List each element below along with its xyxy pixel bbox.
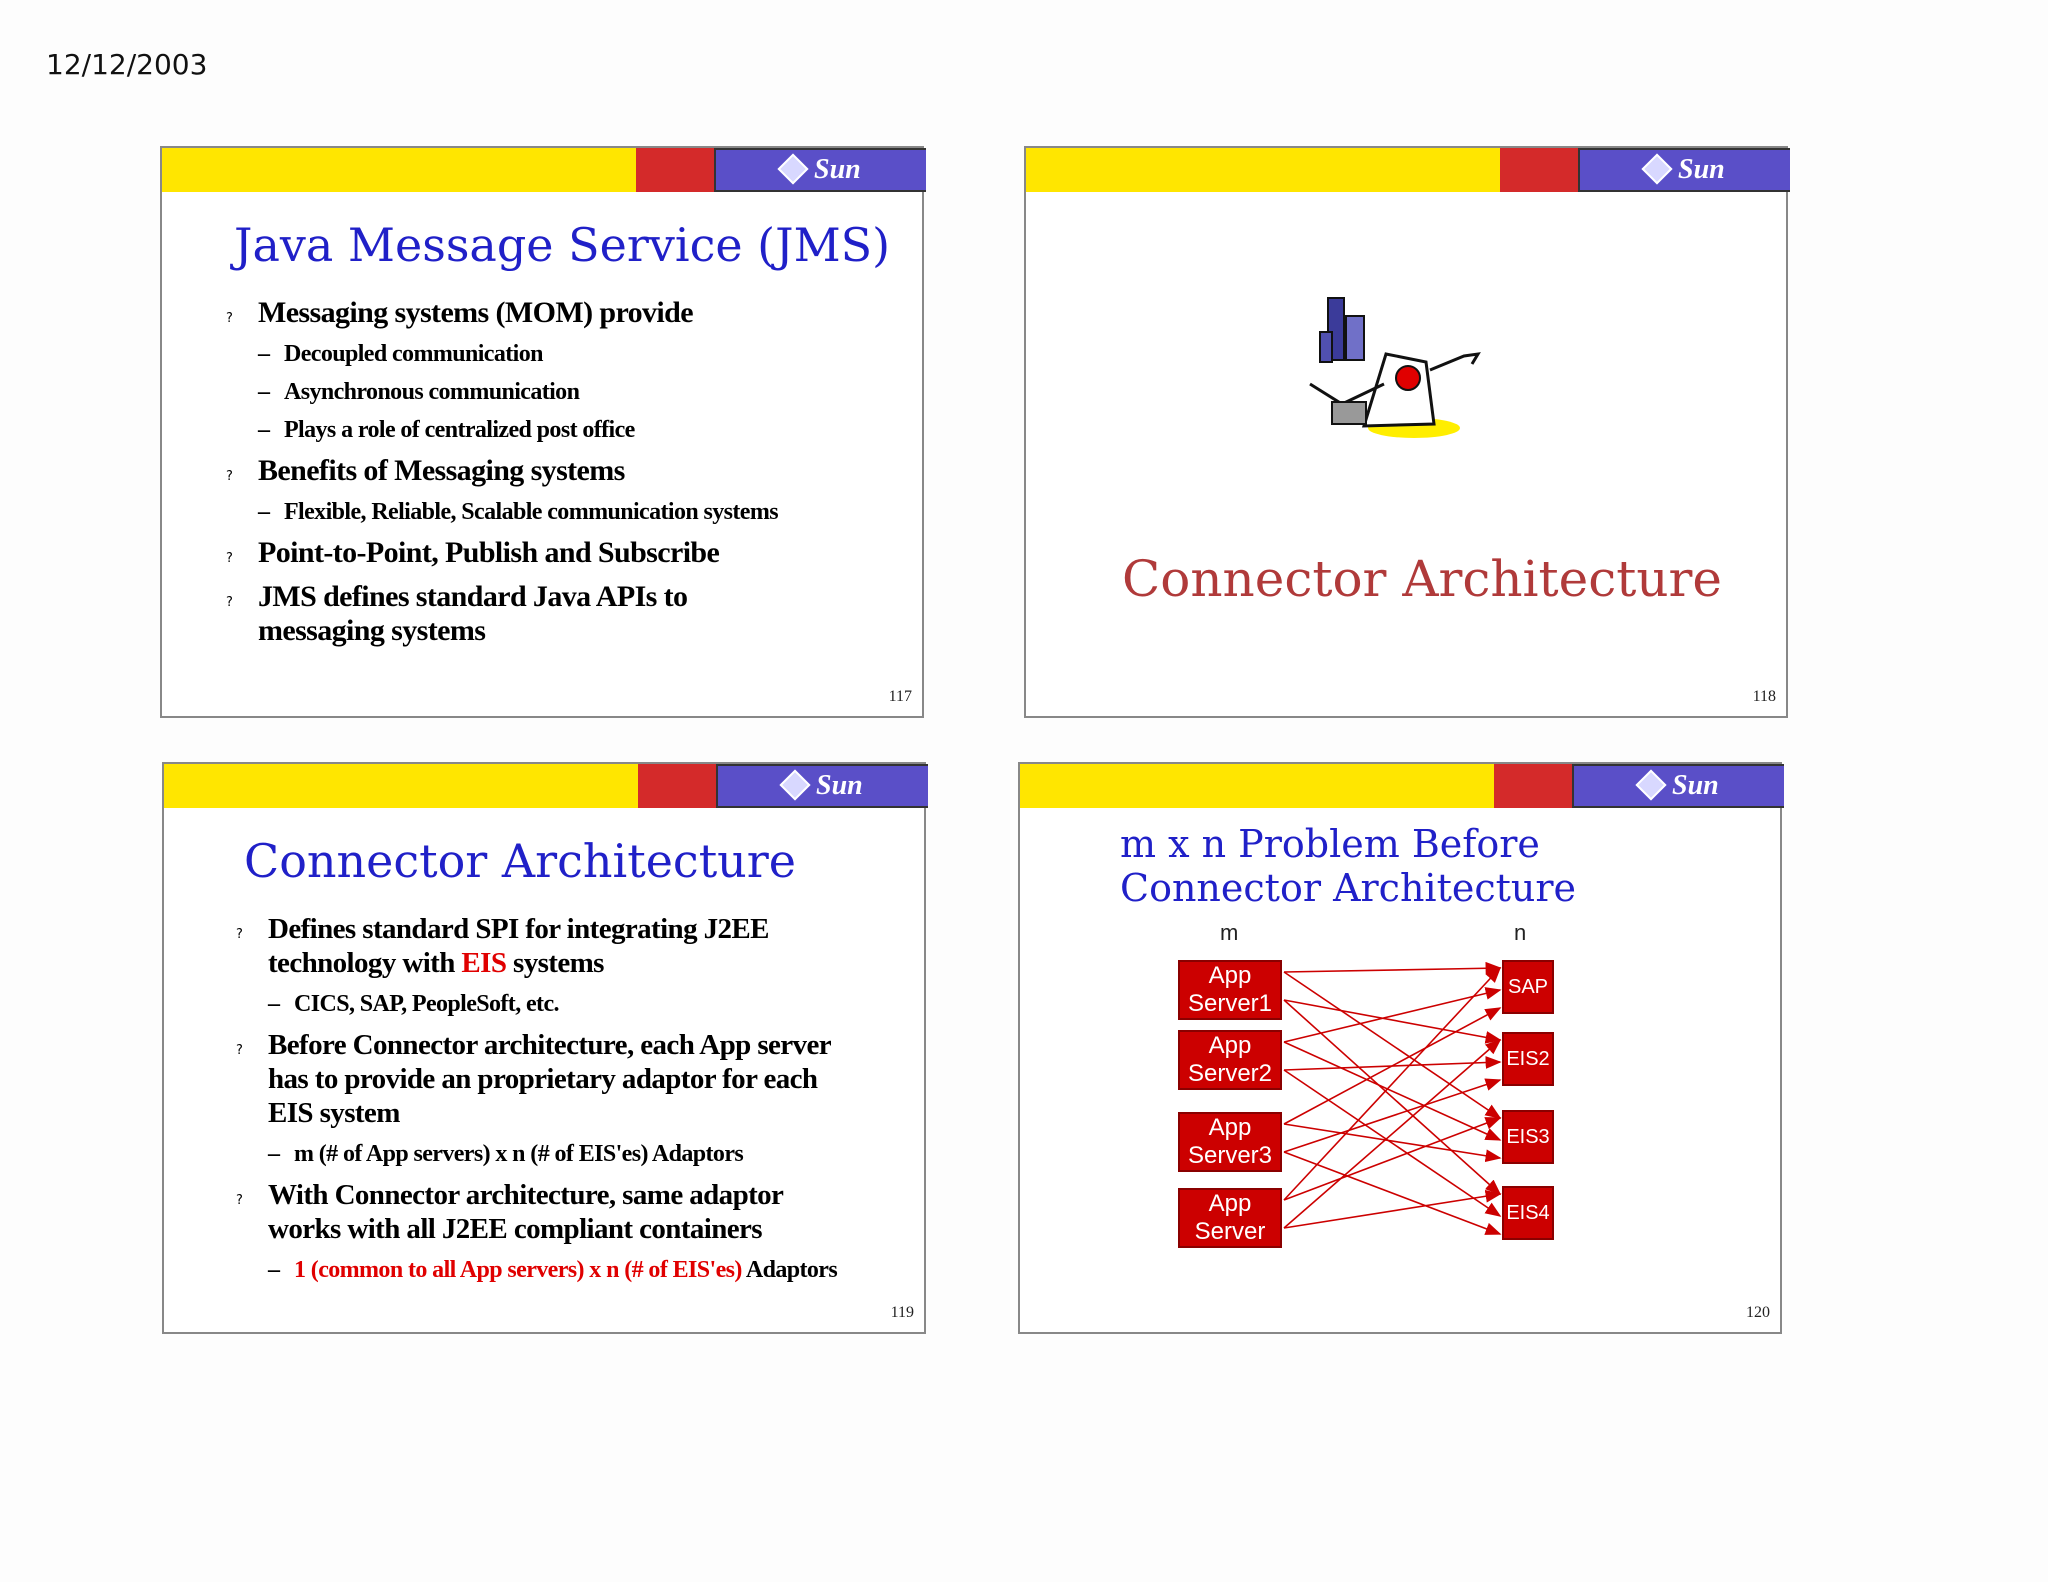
app-server-box: App Server2 xyxy=(1178,1030,1282,1090)
bullet-list xyxy=(236,912,856,1294)
page-date: 12/12/2003 xyxy=(46,48,208,81)
eis-box: EIS2 xyxy=(1502,1032,1554,1086)
sub-bullet-item: – 1 (common to all App servers) x n (# of EIS'es) Adaptors xyxy=(268,1257,838,1283)
bullet-item: ? Point-to-Point, Publish and Subscribe xyxy=(226,536,720,569)
sub-bullet-item: – Decoupled communication xyxy=(258,341,543,367)
connection-line xyxy=(1284,968,1500,972)
eis-box-sap: SAP xyxy=(1502,960,1554,1014)
eis-box: EIS3 xyxy=(1502,1110,1554,1164)
slide-number: 119 xyxy=(890,1304,914,1321)
slide-119 xyxy=(162,762,926,1334)
connection-line xyxy=(1284,1008,1500,1124)
sub-bullet-item: – Flexible, Reliable, Scalable communication systems xyxy=(258,499,778,525)
header-band-red xyxy=(1500,148,1578,192)
header-band-yellow xyxy=(1026,148,1500,192)
header-band-purple xyxy=(714,148,926,192)
header-band-purple xyxy=(1578,148,1790,192)
bullet-item: ? Benefits of Messaging systems xyxy=(226,454,625,487)
slide-title: m x n Problem Before Connector Architecture xyxy=(1120,822,1577,910)
slide-118 xyxy=(1024,146,1788,718)
app-server-box: App Server3 xyxy=(1178,1112,1282,1172)
bullet-item: ? JMS defines standard Java APIs to messaging systems xyxy=(226,580,688,647)
sun-logo-icon xyxy=(1641,153,1672,184)
header-band-purple xyxy=(716,764,928,808)
sun-logo: Sun xyxy=(784,771,863,803)
connection-line xyxy=(1284,1070,1500,1216)
sun-logo: Sun xyxy=(1640,771,1719,803)
m-label: m xyxy=(1220,920,1239,945)
header-band-yellow xyxy=(164,764,638,808)
slide-number: 118 xyxy=(1752,688,1776,705)
bullet-item: ? Defines standard SPI for integrating J2EE technology with EIS systems xyxy=(236,913,769,979)
slide-title: Java Message Service (JMS) xyxy=(234,218,891,272)
duke-mascot-icon xyxy=(1302,294,1492,444)
header-band-red xyxy=(638,764,716,808)
slide-header xyxy=(164,764,924,808)
eis-box: EIS4 xyxy=(1502,1186,1554,1240)
sun-logo-icon xyxy=(779,769,810,800)
bullet-list xyxy=(226,296,866,658)
connection-line xyxy=(1284,1118,1500,1200)
header-band-red xyxy=(636,148,714,192)
bullet-item: ? Messaging systems (MOM) provide xyxy=(226,296,693,329)
app-server-box: App Server xyxy=(1178,1188,1282,1248)
slide-120 xyxy=(1018,762,1782,1334)
sun-logo-icon xyxy=(777,153,808,184)
slide-117 xyxy=(160,146,924,718)
header-band-yellow xyxy=(162,148,636,192)
slide-header xyxy=(162,148,922,192)
sub-bullet-item: – CICS, SAP, PeopleSoft, etc. xyxy=(268,991,559,1017)
bullet-item: ? With Connector architecture, same adaptor works with all J2EE compliant containers xyxy=(236,1179,783,1245)
app-server-box: App Server1 xyxy=(1178,960,1282,1020)
sub-bullet-item: – Asynchronous communication xyxy=(258,379,580,405)
sub-bullet-item: – Plays a role of centralized post office xyxy=(258,417,635,443)
red-highlight: 1 (common to all App servers) x n (# of EIS'es) xyxy=(294,1257,742,1283)
sun-logo: Sun xyxy=(782,155,861,187)
slide-title: Connector Architecture xyxy=(244,834,797,888)
slide-title: Connector Architecture xyxy=(1122,550,1723,608)
n-label: n xyxy=(1514,920,1527,945)
sub-bullet-item: – m (# of App servers) x n (# of EIS'es) Adaptors xyxy=(268,1141,744,1167)
eis-highlight: EIS xyxy=(461,947,507,979)
slide-header xyxy=(1026,148,1786,192)
connection-lines xyxy=(1020,764,1784,1336)
slide-number: 117 xyxy=(888,688,912,705)
slide-number: 120 xyxy=(1746,1304,1770,1321)
bullet-item: ? Before Connector architecture, each App server has to provide an proprietary adaptor for each EIS system xyxy=(236,1029,831,1129)
sun-logo: Sun xyxy=(1646,155,1725,187)
